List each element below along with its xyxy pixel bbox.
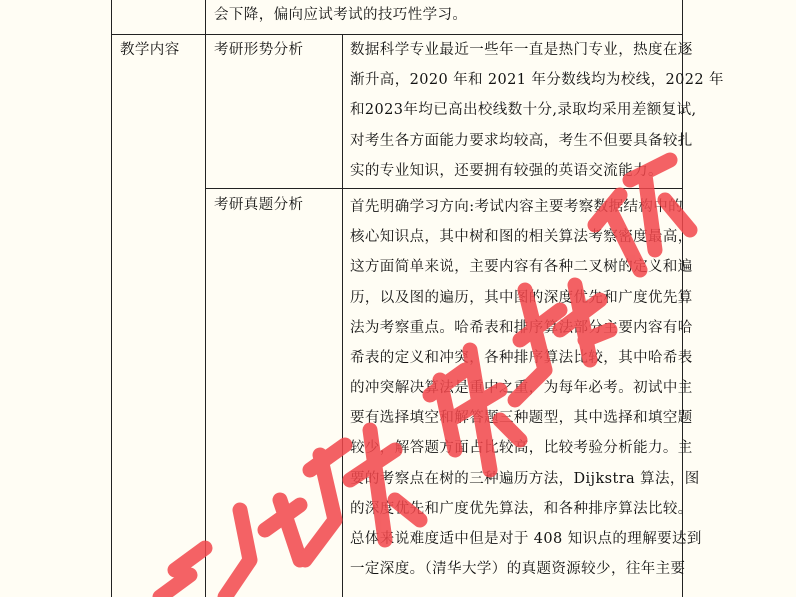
content-line: 渐升高，2020 年和 2021 年分数线均为校线，2022 年 (350, 72, 724, 88)
row-subtitle-past-papers: 考研真题分析 (214, 197, 304, 213)
content-line: 一定深度。（清华大学）的真题资源较少，往年主要 (350, 561, 686, 577)
content-line: 对考生各方面能力要求均较高，考生不但要具备较扎 (350, 133, 693, 149)
row-subtitle-exam-situation: 考研形势分析 (214, 42, 304, 58)
content-line: 的深度优先和广度优先算法，和各种排序算法比较。 (350, 501, 693, 517)
content-line: 和2023年均已高出校线数十分,录取均采用差额复试, (350, 102, 697, 118)
content-line: 这方面简单来说，主要内容有各种二叉树的定义和遍 (350, 259, 693, 275)
content-line: 实的专业知识，还要拥有较强的英语交流能力。 (350, 163, 663, 179)
table-column-divider-1 (205, 0, 206, 597)
top-row-text: 会下降，偏向应试考试的技巧性学习。 (214, 7, 468, 23)
content-line: 要有选择填空和解答题三种题型，其中选择和填空题 (350, 410, 693, 426)
content-line: 较少，解答题方面占比较高，比较考验分析能力。主 (350, 440, 693, 456)
content-line: 的冲突解决算法是重中之重，为每年必考。初试中主 (350, 380, 693, 396)
content-line: 总体来说难度适中但是对于 408 知识点的理解要达到 (350, 531, 702, 547)
section-label: 教学内容 (120, 42, 180, 58)
content-line: 首先明确学习方向:考试内容主要考察数据结构中的 (350, 199, 684, 215)
content-line: 核心知识点，其中树和图的相关算法考察密度最高， (350, 229, 693, 245)
table-column-divider-2 (342, 35, 343, 597)
content-line: 希表的定义和冲突，各种排序算法比较，其中哈希表 (350, 350, 693, 366)
content-line: 数据科学专业最近一些年一直是热门专业，热度在逐 (350, 42, 693, 58)
content-line: 历，以及图的遍历，其中图的深度优先和广度优先算 (350, 290, 693, 306)
table-border-left (111, 0, 112, 597)
content-line: 法为考察重点。哈希表和排序算法部分主要内容有哈 (350, 320, 693, 336)
table-row-divider-middle (205, 188, 683, 189)
content-line: 要的考察点在树的三种遍历方法，Dijkstra 算法，图 (350, 471, 700, 487)
